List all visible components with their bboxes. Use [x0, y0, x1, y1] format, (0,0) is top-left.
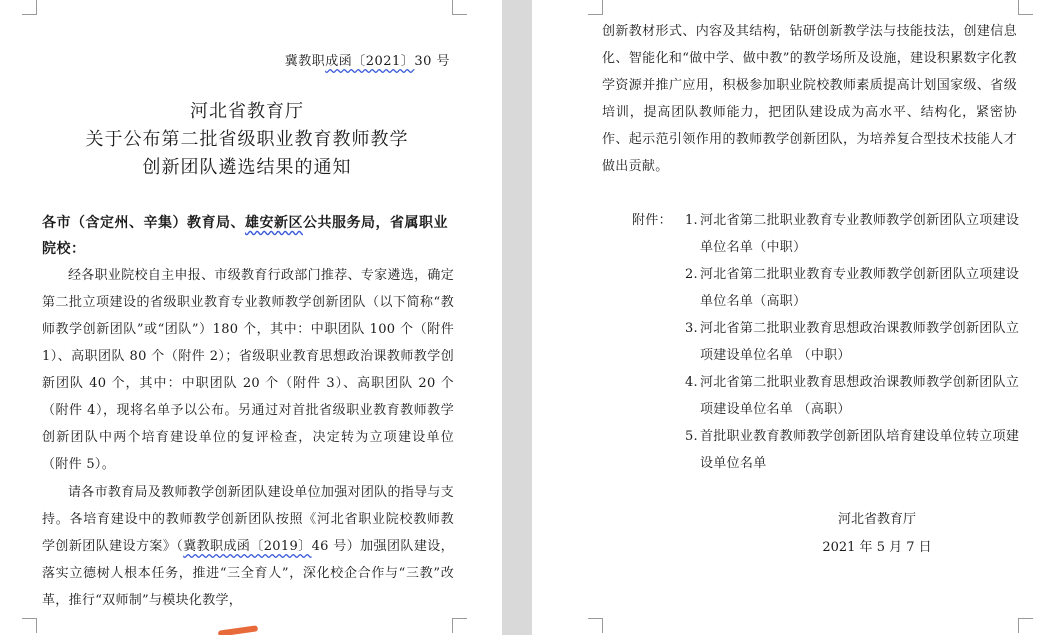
paragraph-continuation: 创新教材形式、内容及其结构，钻研创新教学法与技能技法，创建信息化、智能化和“做中学、做中教”的教学场所及设施，建设积累数字化教学资源并推广应用，积极参加职业院校教师素质提高计划国家级、省级培训，提高团队教师能力，把团队建设成为高水平、结构化，紧密协作、起示范引领作用的教师教学创新团队，为培养复合型技术技能人才做出贡献。: [602, 24, 1017, 174]
margin-corner-top-left: [588, 0, 603, 15]
attachment-title: 河北省第二批职业教育专业教师教学创新团队立项建设单位名单（高职）: [700, 267, 1020, 309]
paragraph-2: [42, 479, 454, 614]
margin-corner-bottom-right: [1018, 618, 1033, 633]
document-page-right: [532, 0, 1052, 635]
attachment-number: 3.: [684, 321, 698, 336]
document-page-left: [0, 0, 502, 635]
attachment-title: 首批职业教育教师教学创新团队培育建设单位转立项建设单位名单: [700, 429, 1020, 471]
attachment-number: 1.: [684, 213, 698, 228]
margin-corner-bottom-right: [452, 618, 467, 633]
salutation-part-1: 各市（含定州、辛集）教育局、: [42, 215, 245, 231]
attachment-item: [682, 315, 1022, 369]
salutation-part-2: 公共服务局，省属职业院校：: [42, 215, 448, 257]
attachment-title: 河北省第二批职业教育思想政治课教师教学创新团队立项建设单位名单 （中职）: [700, 321, 1020, 363]
margin-corner-top-left: [22, 0, 37, 15]
paragraph-1-text: 经各职业院校自主申报、市级教育行政部门推荐、专家遴选，确定第二批立项建设的省级职业教育专业教师教学创新团队（以下简称“教师教学创新团队”或“团队”）180 个，其中：中职团队 100 个（附件 1）、高职团队 80 个（附件 2）；省级职业教育思想政治课教师教学创新团队 40 个，其中：中职团队 20 个（附件 3）、高职团队 20 个（附件 4），现将名单予以公布。另通过对首批省级职业教育教师教学创新团队中两个培育建设单位的复评检查，决定转为立项建设单位（附件 5）。: [42, 268, 454, 472]
paragraph-2-text: [42, 479, 454, 614]
annotation-mark: [218, 625, 258, 635]
margin-corner-bottom-left: [22, 618, 37, 633]
margin-corner-bottom-left: [588, 618, 603, 633]
issuer: 河北省教育厅: [837, 512, 916, 527]
attachments-label: 附件：: [632, 213, 672, 228]
title-line-1: 河北省教育厅: [190, 101, 304, 122]
attachment-number: 2.: [684, 267, 698, 282]
margin-corner-top-right: [452, 0, 467, 15]
signature-block: [802, 506, 952, 562]
attachment-number: 4.: [684, 375, 698, 390]
attachment-title: 河北省第二批职业教育专业教师教学创新团队立项建设单位名单（中职）: [700, 213, 1020, 255]
salutation: [42, 210, 462, 262]
attachment-item: [682, 261, 1022, 315]
doc-number-prefix: 冀教职: [284, 54, 326, 69]
notice-title: [42, 98, 452, 182]
paragraph-1: [42, 262, 454, 478]
doc-number-suffix: 30 号: [414, 54, 450, 69]
attachment-number: 5.: [684, 429, 698, 444]
salutation-underlined: 雄安新区: [245, 215, 303, 231]
attachment-item: [682, 207, 1022, 261]
page-gutter: [502, 0, 532, 635]
attachment-title: 河北省第二批职业教育思想政治课教师教学创新团队立项建设单位名单 （高职）: [700, 375, 1020, 417]
attachments-list: [632, 207, 1022, 477]
title-line-3: 创新团队遴选结果的通知: [142, 157, 352, 178]
margin-corner-top-right: [1018, 0, 1033, 15]
title-line-2: 关于公布第二批省级职业教育教师教学: [85, 129, 409, 150]
paragraph-2-underlined: 冀教职成函〔2019〕: [183, 539, 312, 554]
paragraph-2-part-1: 请各市教育局及教师教学创新团队建设单位加强对团队的指导与支持。各培育建设中的教师教学创新团队按照《河北省职业院校教师教学创新团队建设方案》（: [42, 485, 454, 554]
attachment-item: [682, 369, 1022, 423]
attachment-item: [682, 423, 1022, 477]
issue-date: 2021 年 5 月 7 日: [822, 540, 932, 555]
paragraph-2-part-2: 46 号）加强团队建设，落实立德树人根本任务，推进“三全育人”，深化校企合作与“三教”改革，推行“双师制”与模块化教学，: [42, 539, 454, 608]
doc-number-underlined: 成函〔2021〕: [325, 54, 415, 69]
document-number: [285, 50, 450, 69]
